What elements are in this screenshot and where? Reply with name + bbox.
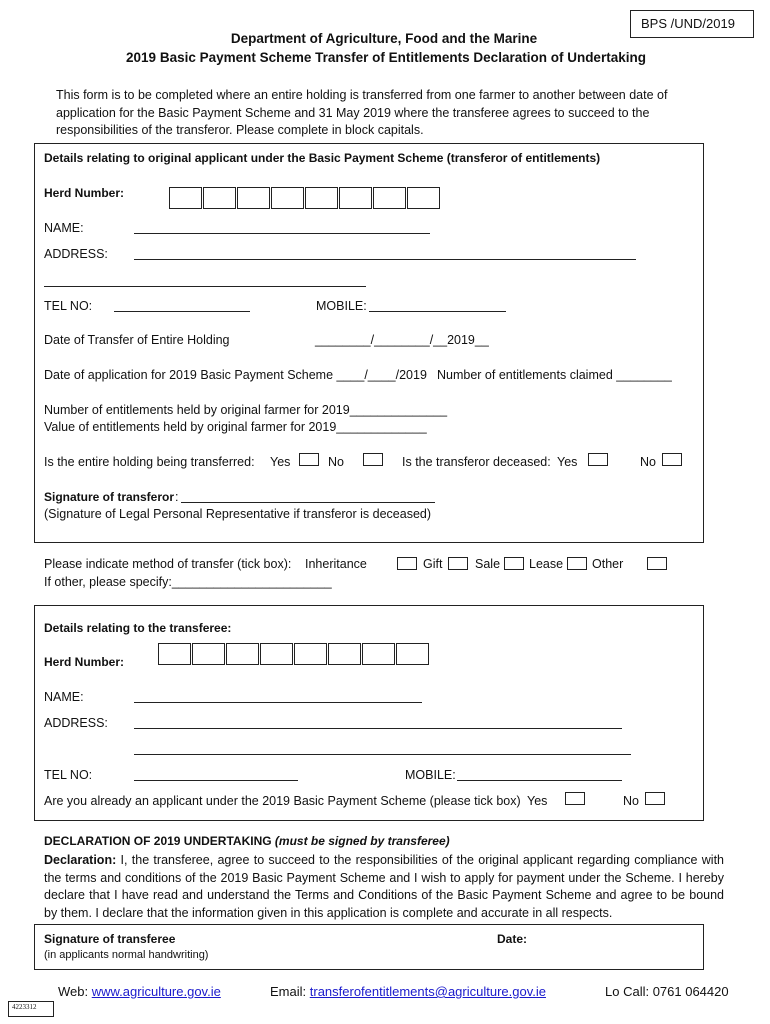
method-option-gift-label: Gift bbox=[423, 557, 443, 571]
transferor-address-label: ADDRESS: bbox=[44, 247, 108, 261]
declaration-text: I, the transferee, agree to succeed to the responsibilities of the original applicant regarding compliance with the terms and conditions of the 2019 Basic Payment Scheme and I wish to apply for payment under the Scheme. I hereby declare that I have read and understand the Terms and Conditions of the Basic Payment Scheme and agree to be bound by them. I declare that the information given in this application is complete and accurate in all respects. bbox=[44, 853, 724, 920]
footer-email-label: Email: bbox=[270, 984, 307, 999]
transferor-tel-label: TEL NO: bbox=[44, 299, 93, 313]
herd-digit-cell[interactable] bbox=[226, 643, 259, 665]
transferee-mobile-label: MOBILE: bbox=[405, 768, 456, 782]
deceased-no-label: No bbox=[640, 455, 656, 469]
transferor-address-field-1[interactable] bbox=[134, 259, 636, 260]
herd-digit-cell[interactable] bbox=[158, 643, 191, 665]
entitlements-held-label[interactable]: Number of entitlements held by original farmer for 2019______________ bbox=[44, 403, 448, 417]
herd-digit-cell[interactable] bbox=[328, 643, 361, 665]
method-sale-checkbox[interactable] bbox=[504, 557, 524, 570]
transferee-tel-field[interactable] bbox=[134, 780, 298, 781]
transferor-address-field-2[interactable] bbox=[44, 286, 366, 287]
transferee-name-label: NAME: bbox=[44, 690, 84, 704]
herd-digit-cell[interactable] bbox=[237, 187, 270, 209]
transferee-signature-note: (in applicants normal handwriting) bbox=[44, 949, 209, 961]
method-option-other-label: Other bbox=[592, 557, 624, 571]
transferee-applicant-yes-checkbox[interactable] bbox=[565, 792, 585, 805]
method-other-checkbox[interactable] bbox=[647, 557, 667, 570]
declaration-heading: DECLARATION OF 2019 UNDERTAKING bbox=[44, 834, 272, 848]
herd-digit-cell[interactable] bbox=[373, 187, 406, 209]
application-date-label: Date of application for 2019 Basic Payment Scheme ____/____/2019 bbox=[44, 368, 427, 382]
transferee-section bbox=[34, 605, 704, 821]
form-code: BPS /UND/2019 bbox=[641, 16, 735, 31]
page-title: Department of Agriculture, Food and the Marine bbox=[230, 31, 538, 46]
signature-colon: : bbox=[175, 490, 179, 504]
footer-email bbox=[270, 984, 546, 999]
footer-locall: Lo Call: 0761 064420 bbox=[605, 984, 729, 999]
declaration-heading-row bbox=[44, 834, 450, 848]
method-option-sale-label: Sale bbox=[475, 557, 501, 571]
deceased-no-checkbox[interactable] bbox=[662, 453, 682, 466]
transferor-heading: Details relating to original applicant under the Basic Payment Scheme (transferor of entitlements) bbox=[44, 151, 601, 165]
page-subtitle: 2019 Basic Payment Scheme Transfer of Entitlements Declaration of Undertaking bbox=[126, 50, 646, 65]
entire-holding-no-checkbox[interactable] bbox=[363, 453, 383, 466]
transferor-mobile-field[interactable] bbox=[369, 311, 506, 312]
entire-holding-no-label: No bbox=[328, 455, 344, 469]
transfer-date-field[interactable]: ________/________/__2019__ bbox=[315, 333, 489, 347]
transferee-address-field-1[interactable] bbox=[134, 728, 622, 729]
transferor-signature-label: Signature of transferor bbox=[44, 490, 175, 504]
transferor-tel-field[interactable] bbox=[114, 311, 250, 312]
transferor-mobile-label: MOBILE: bbox=[316, 299, 367, 313]
method-option-lease-label: Lease bbox=[529, 557, 564, 571]
method-option-inheritance-label: Inheritance bbox=[305, 557, 367, 571]
transferee-signature-field[interactable] bbox=[180, 926, 480, 966]
transferor-signature-field[interactable] bbox=[181, 502, 435, 503]
transfer-date-label: Date of Transfer of Entire Holding bbox=[44, 333, 230, 347]
transferee-tel-label: TEL NO: bbox=[44, 768, 93, 782]
herd-digit-cell[interactable] bbox=[362, 643, 395, 665]
transferee-mobile-field[interactable] bbox=[457, 780, 622, 781]
herd-digit-cell[interactable] bbox=[339, 187, 372, 209]
footer-web-label: Web: bbox=[58, 984, 89, 999]
herd-digit-cell[interactable] bbox=[305, 187, 338, 209]
herd-digit-cell[interactable] bbox=[192, 643, 225, 665]
entire-holding-yes-label: Yes bbox=[270, 455, 291, 469]
entitlements-claimed-label[interactable]: Number of entitlements claimed ________ bbox=[437, 368, 672, 382]
method-question: Please indicate method of transfer (tick box): bbox=[44, 557, 292, 571]
herd-digit-cell[interactable] bbox=[203, 187, 236, 209]
transferee-applicant-no-checkbox[interactable] bbox=[645, 792, 665, 805]
herd-digit-cell[interactable] bbox=[294, 643, 327, 665]
footer-web bbox=[58, 984, 221, 999]
transferor-signature-note: (Signature of Legal Personal Representative if transferor is deceased) bbox=[44, 507, 432, 521]
deceased-yes-label: Yes bbox=[557, 455, 578, 469]
declaration-heading-note: (must be signed by transferee) bbox=[274, 834, 450, 848]
transferee-heading: Details relating to the transferee: bbox=[44, 621, 232, 635]
transferee-applicant-no-label: No bbox=[623, 794, 639, 808]
herd-digit-cell[interactable] bbox=[396, 643, 429, 665]
method-gift-checkbox[interactable] bbox=[448, 557, 468, 570]
transferor-name-field[interactable] bbox=[134, 233, 430, 234]
intro-text: This form is to be completed where an entire holding is transferred from one farmer to another between date of application for the Basic Payment Scheme and 31 May 2019 where the transferee agrees to succeed to the responsibilities of the transferor. Please complete in block capitals. bbox=[56, 88, 668, 137]
method-other-specify[interactable]: If other, please specify:_______________________ bbox=[44, 575, 332, 589]
method-lease-checkbox[interactable] bbox=[567, 557, 587, 570]
transferee-address-label: ADDRESS: bbox=[44, 716, 108, 730]
transferor-name-label: NAME: bbox=[44, 221, 84, 235]
declaration-label: Declaration: bbox=[44, 853, 117, 867]
transferee-signature-label: Signature of transferee bbox=[44, 932, 176, 946]
entire-holding-question: Is the entire holding being transferred: bbox=[44, 455, 255, 469]
transferor-herd-label: Herd Number: bbox=[44, 186, 125, 200]
entire-holding-yes-checkbox[interactable] bbox=[299, 453, 319, 466]
deceased-yes-checkbox[interactable] bbox=[588, 453, 608, 466]
form-id: 4223312 bbox=[12, 1003, 37, 1011]
transferee-date-label: Date: bbox=[497, 932, 528, 946]
transferee-applicant-question: Are you already an applicant under the 2019 Basic Payment Scheme (please tick box) bbox=[44, 794, 521, 808]
transferee-address-field-2[interactable] bbox=[134, 754, 631, 755]
herd-digit-cell[interactable] bbox=[407, 187, 440, 209]
footer-web-link[interactable]: www.agriculture.gov.ie bbox=[91, 984, 221, 999]
method-inheritance-checkbox[interactable] bbox=[397, 557, 417, 570]
footer-email-link[interactable]: transferofentitlements@agriculture.gov.ie bbox=[309, 984, 546, 999]
deceased-question: Is the transferor deceased: bbox=[402, 455, 551, 469]
declaration-text-block bbox=[44, 852, 724, 922]
herd-digit-cell[interactable] bbox=[271, 187, 304, 209]
transferee-name-field[interactable] bbox=[134, 702, 422, 703]
herd-digit-cell[interactable] bbox=[260, 643, 293, 665]
transferee-applicant-yes-label: Yes bbox=[527, 794, 548, 808]
herd-digit-cell[interactable] bbox=[169, 187, 202, 209]
entitlements-value-label[interactable]: Value of entitlements held by original farmer for 2019_____________ bbox=[44, 420, 427, 434]
transferee-herd-label: Herd Number: bbox=[44, 655, 125, 669]
